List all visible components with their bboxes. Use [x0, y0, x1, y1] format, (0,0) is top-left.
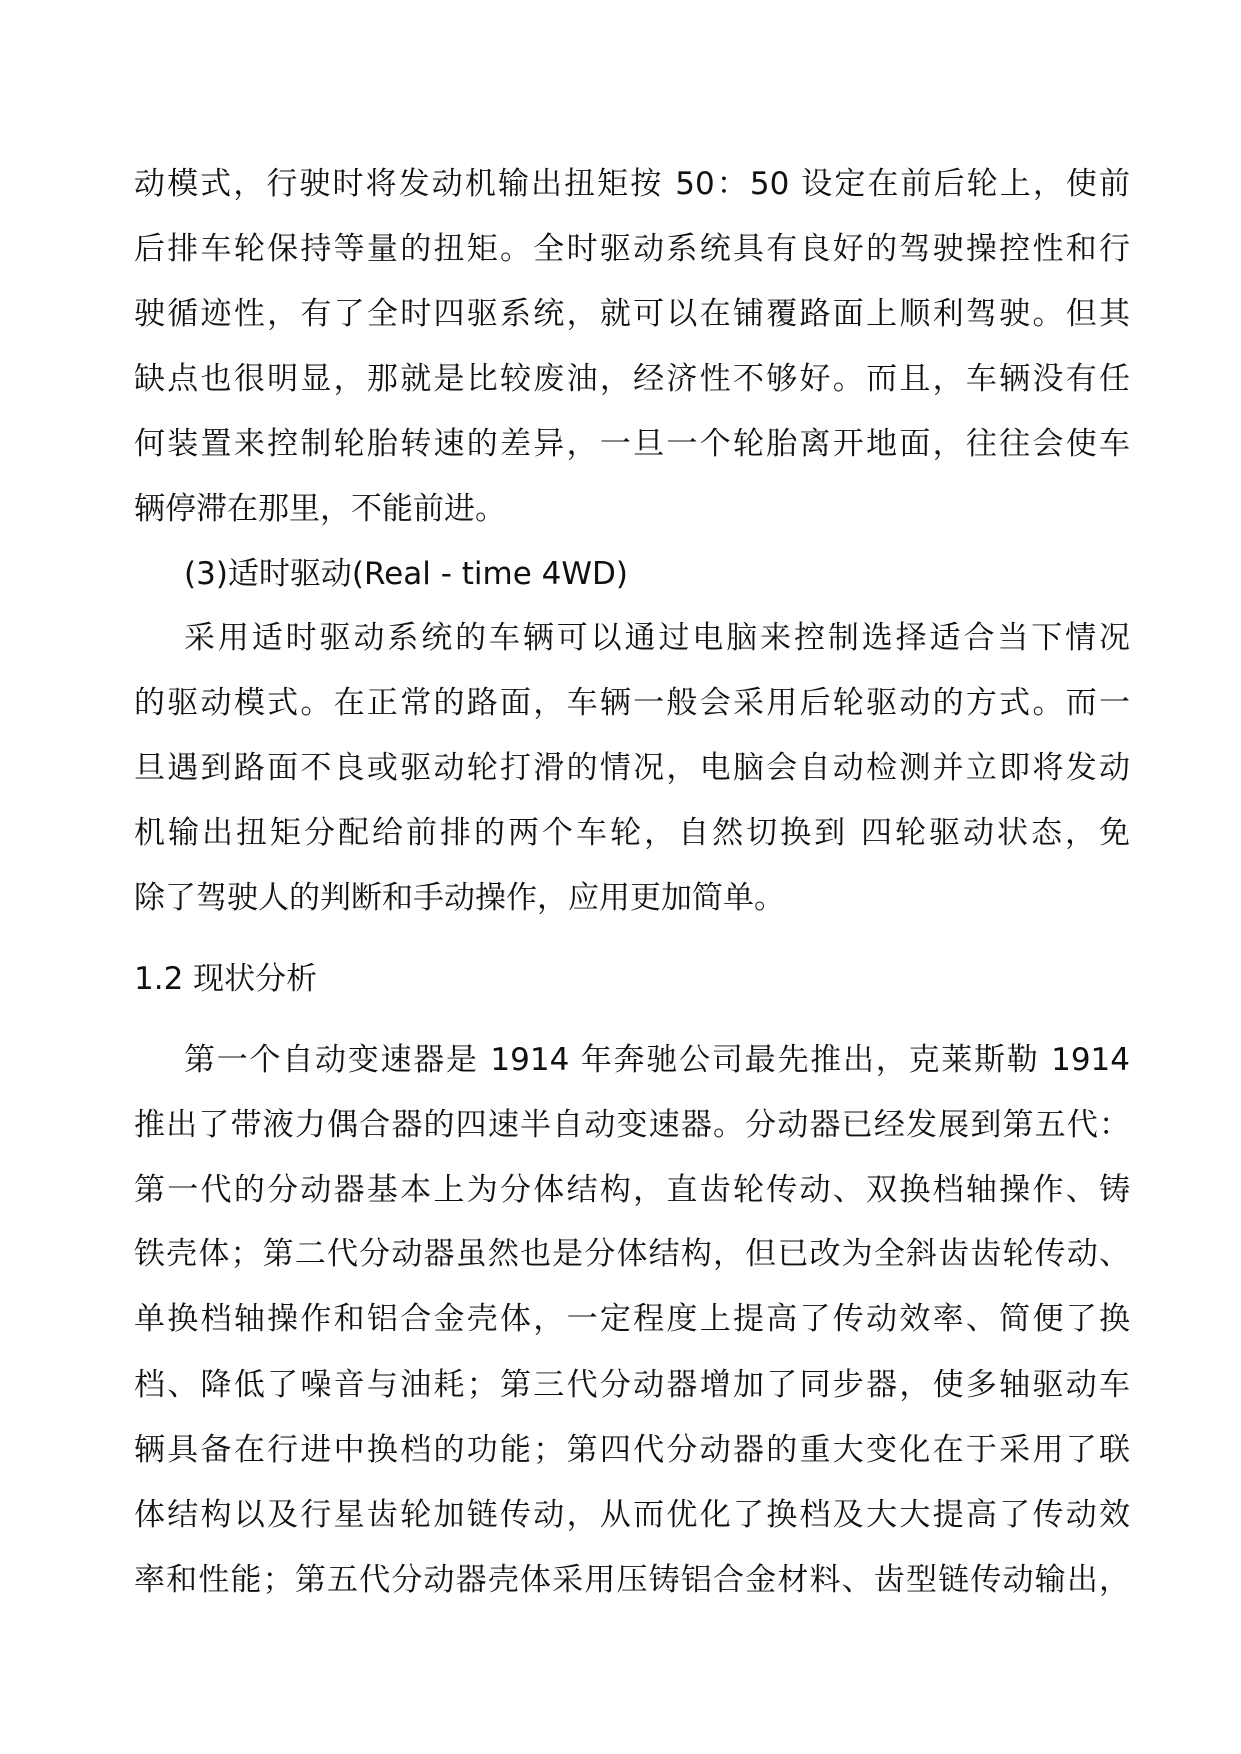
text-line: 率和性能；第五代分动器壳体采用压铸铝合金材料、齿型链传动输出，: [134, 1562, 1130, 1598]
text-line: 第一代的分动器基本上为分体结构，直齿轮传动、双换档轴操作、铸: [134, 1172, 1130, 1208]
section-heading: 1.2 现状分析: [134, 961, 318, 997]
text-line: 档、降低了噪音与油耗；第三代分动器增加了同步器，使多轴驱动车: [134, 1367, 1130, 1403]
text-line: 动模式，行驶时将发动机输出扭矩按 50：50 设定在前后轮上，使前: [134, 166, 1130, 202]
text-line: 旦遇到路面不良或驱动轮打滑的情况，电脑会自动检测并立即将发动: [134, 750, 1130, 786]
text-line: 铁壳体；第二代分动器虽然也是分体结构，但已改为全斜齿齿轮传动、: [134, 1236, 1130, 1272]
text-line: 体结构以及行星齿轮加链传动，从而优化了换档及大大提高了传动效: [134, 1497, 1130, 1533]
text-line: 辆具备在行进中换档的功能；第四代分动器的重大变化在于采用了联: [134, 1432, 1130, 1468]
text-line: 驶循迹性，有了全时四驱系统，就可以在铺覆路面上顺利驾驶。但其: [134, 296, 1130, 332]
text-line: 除了驾驶人的判断和手动操作，应用更加简单。: [134, 880, 785, 916]
text-line: 后排车轮保持等量的扭矩。全时驱动系统具有良好的驾驶操控性和行: [134, 231, 1130, 267]
subheading-real-time-4wd: (3)适时驱动(Real - time 4WD): [184, 556, 628, 592]
text-line: 辆停滞在那里，不能前进。: [134, 491, 506, 527]
text-line: 推出了带液力偶合器的四速半自动变速器。分动器已经发展到第五代：: [134, 1107, 1130, 1143]
text-line: 机输出扭矩分配给前排的两个车轮，自然切换到 四轮驱动状态，免: [134, 815, 1130, 851]
text-line: 缺点也很明显，那就是比较废油，经济性不够好。而且，车辆没有任: [134, 361, 1130, 397]
text-line: 采用适时驱动系统的车辆可以通过电脑来控制选择适合当下情况: [184, 620, 1130, 656]
text-line: 第一个自动变速器是 1914 年奔驰公司最先推出，克莱斯勒 1914: [184, 1042, 1130, 1078]
text-line: 的驱动模式。在正常的路面，车辆一般会采用后轮驱动的方式。而一: [134, 685, 1130, 721]
text-line: 何装置来控制轮胎转速的差异，一旦一个轮胎离开地面，往往会使车: [134, 426, 1130, 462]
text-line: 单换档轴操作和铝合金壳体，一定程度上提高了传动效率、简便了换: [134, 1301, 1130, 1337]
